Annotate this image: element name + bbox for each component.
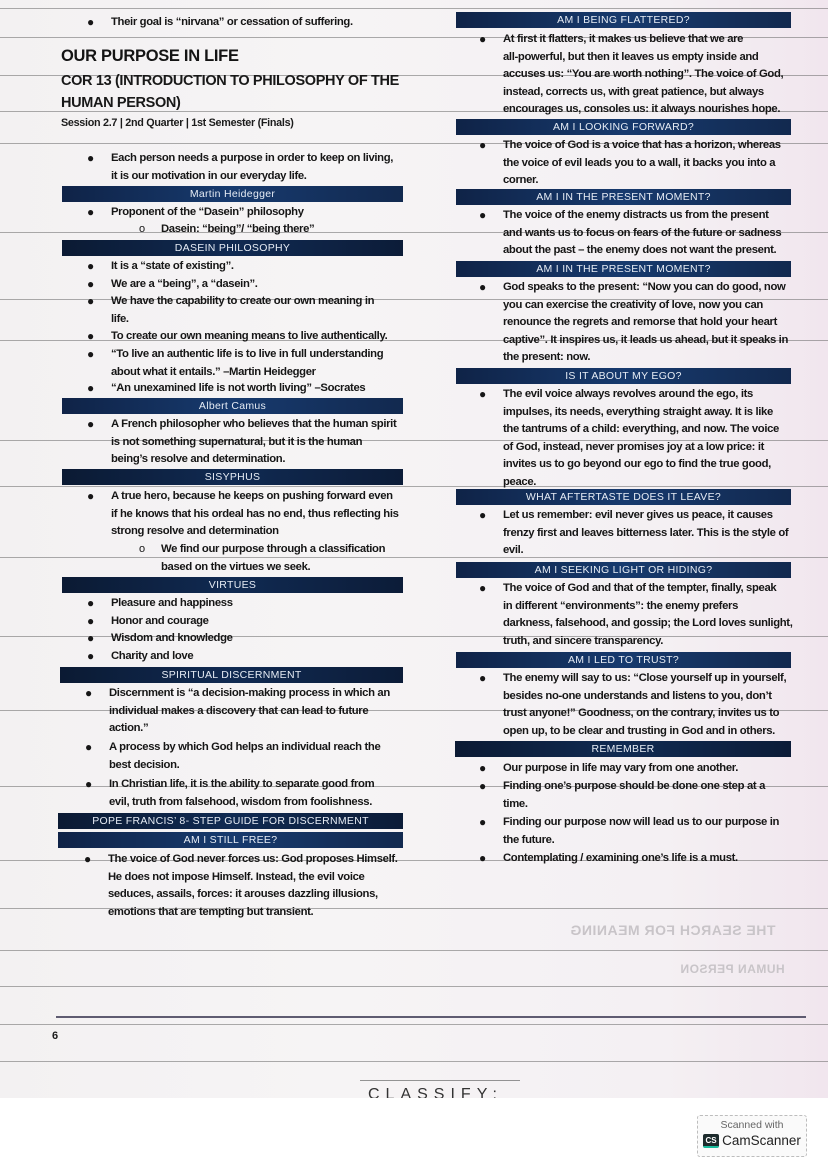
bullet-line: strong resolve and determination [111, 525, 279, 538]
camus-bullet [87, 416, 397, 469]
bullet-text: We are a “being”, a “dasein”. [111, 278, 258, 290]
bullet-line: evil, truth from falsehood, wisdom from foolishness. [109, 795, 372, 808]
bullet-icon: ● [84, 852, 91, 866]
section-header-virtues: VIRTUES [62, 577, 403, 593]
dasein-bullet-3 [87, 293, 375, 328]
bullet-icon: ● [87, 151, 94, 165]
bullet-icon: ● [87, 329, 94, 343]
bullet-line: besides no-one understands and listens to you, don’t [503, 689, 772, 702]
still-free-bullet [84, 851, 398, 921]
bullet-line: The voice of God is a voice that has a horizon, whereas [503, 139, 781, 151]
classify-heading: CLASSIFY: [368, 1086, 503, 1098]
bullet-text: Honor and courage [111, 615, 209, 627]
bullet-icon: ● [479, 851, 486, 865]
bullet-text: It is a “state of existing”. [111, 260, 234, 272]
bullet-line: about what it entails.” –Martin Heidegger [111, 365, 316, 378]
ruled-line [0, 950, 828, 951]
bullet-line: impulses, its needs, everything straight away. It is like [503, 405, 773, 418]
bullet-line: accuses us: “You are worth nothing”. The voice of God, [503, 68, 784, 81]
page-number: 6 [52, 1030, 59, 1042]
aftertaste-bullet [479, 507, 789, 560]
bullet-line: A process by which God helps an individual reach the [109, 741, 381, 753]
bullet-icon: ● [479, 508, 486, 522]
remember-bullet-2 [479, 778, 766, 813]
bullet-icon: ● [479, 208, 486, 222]
bullet-line: emotions that are tempting but transient. [108, 905, 314, 918]
bullet-line: We have the capability to create our own meaning in [111, 295, 375, 307]
bullet-line: He does not impose Himself. Instead, the evil voice [108, 870, 365, 883]
ruled-line [360, 1080, 520, 1081]
section-header-aftertaste: WHAT AFTERTASTE DOES IT LEAVE? [456, 489, 791, 505]
section-header-still-free: AM I STILL FREE? [58, 832, 403, 848]
bullet-icon: ● [87, 15, 94, 29]
course-title-line1: COR 13 (INTRODUCTION TO PHILOSOPHY OF THE [61, 73, 399, 89]
discernment-bullet-3 [85, 776, 375, 811]
section-header-dasein: DASEIN PHILOSOPHY [62, 240, 403, 256]
bullet-line: is not something supernatural, but it is the human [111, 435, 363, 448]
bullet-text: Dasein: “being”/ “being there” [161, 223, 315, 235]
bullet-line: and wants us to focus on fears of the future or sadness [503, 226, 782, 239]
camscanner-watermark [697, 1115, 807, 1157]
bullet-icon: ● [87, 381, 94, 395]
bullet-line: based on the virtues we seek. [161, 560, 311, 573]
heidegger-sub-bullet [139, 221, 315, 239]
bullet-line: The voice of God and that of the tempter, finally, speak [503, 582, 777, 594]
bullet-text: To create our own meaning means to live authentically. [111, 330, 388, 342]
ruled-line [56, 1016, 806, 1018]
bullet-line: if he knows that his ordeal has no end, thus reflecting his [111, 507, 399, 520]
bullet-icon: ● [87, 277, 94, 291]
bullet-line: A true hero, because he keeps on pushing forward even [111, 490, 393, 502]
section-header-forward: AM I LOOKING FORWARD? [456, 119, 791, 135]
flattered-bullet [479, 31, 784, 119]
brand-name: CamScanner [722, 1133, 801, 1148]
page-title: OUR PURPOSE IN LIFE [61, 47, 239, 65]
bullet-text: Proponent of the “Dasein” philosophy [111, 206, 304, 218]
ruled-line [0, 1061, 828, 1062]
bullet-icon: ● [87, 347, 94, 361]
bullet-line: you can exercise the creativity of love, now you can [503, 298, 763, 311]
bullet-text: Contemplating / examining one’s life is a must. [503, 852, 738, 864]
bullet-line: At first it flatters, it makes us believe that we are [503, 33, 744, 45]
bullet-line: individual makes a discovery that can lead to future [109, 704, 369, 717]
ruled-line [0, 1024, 828, 1025]
bullet-icon: ● [479, 815, 486, 829]
bullet-line: best decision. [109, 758, 180, 771]
dasein-bullet-1 [87, 258, 234, 276]
trust-bullet [479, 670, 787, 740]
bullet-line: Finding one’s purpose should be done one step at a [503, 780, 766, 792]
section-header-pope-guide: POPE FRANCIS’ 8- STEP GUIDE FOR DISCERNMENT [58, 813, 403, 829]
bullet-text: Our purpose in life may vary from one another. [503, 762, 739, 774]
bullet-line: Let us remember: evil never gives us peace, it causes [503, 509, 773, 521]
bullet-line: A French philosopher who believes that the human spirit [111, 418, 397, 430]
bullet-line: open up, to be clear and trusting in God and in others. [503, 724, 775, 737]
bullet-icon: ● [85, 777, 92, 791]
watermark-caption: Scanned with [720, 1119, 784, 1131]
bullet-line: of God, instead, never promises joy at a low price: it [503, 440, 765, 453]
section-header-remember: REMEMBER [455, 741, 791, 757]
virtue-item [87, 648, 194, 666]
bullet-line: renounce the regrets and remorse that hold your heart [503, 316, 777, 329]
bullet-icon: ● [479, 779, 486, 793]
bullet-icon: ● [87, 417, 94, 431]
section-header-heidegger: Martin Heidegger [62, 186, 403, 202]
bullet-line: We find our purpose through a classification [161, 543, 386, 555]
dasein-bullet-2 [87, 276, 258, 294]
bullet-line: The voice of God never forces us: God proposes Himself. [108, 853, 398, 865]
bullet-line: Discernment is “a decision-making process in which an [109, 687, 390, 699]
bullet-line: “To live an authentic life is to live in full understanding [111, 348, 384, 360]
bullet-icon: ● [87, 614, 94, 628]
bullet-line: peace. [503, 475, 537, 488]
section-header-flattered: AM I BEING FLATTERED? [456, 12, 791, 28]
bullet-icon: ● [479, 387, 486, 401]
bullet-line: instead, corrects us, with great patience, but always [503, 85, 764, 98]
section-header-sisyphus: SISYPHUS [62, 469, 403, 485]
bullet-line: captive”. It inspires us, it leads us ahead, but it speaks in [503, 333, 789, 346]
bullet-icon: ● [479, 32, 486, 46]
bullet-line: invites us to go beyond our ego to find the true good, [503, 458, 771, 471]
bleed-through-text: HUMAN PERSON [680, 962, 785, 976]
bullet-icon: ● [479, 581, 486, 595]
bullet-icon: ● [87, 259, 94, 273]
bullet-line: evil. [503, 544, 524, 557]
light-bullet [479, 580, 793, 650]
virtue-item [87, 595, 233, 613]
bullet-line: Finding our purpose now will lead us to our purpose in [503, 816, 780, 828]
present-2-bullet [479, 279, 789, 367]
bullet-line: time. [503, 797, 528, 810]
section-header-present-2: AM I IN THE PRESENT MOMENT? [456, 261, 791, 277]
section-header-camus: Albert Camus [62, 398, 403, 414]
virtue-item [87, 630, 233, 648]
purpose-bullet [87, 150, 394, 185]
bullet-icon: ● [87, 205, 94, 219]
bleed-through-text: THE SEARCH FOR MEANING [570, 922, 776, 938]
circle-bullet-icon: o [139, 543, 145, 555]
bullet-line: The enemy will say to us: “Close yourself up in yourself, [503, 672, 787, 684]
bullet-line: God speaks to the present: “Now you can do good, now [503, 281, 786, 293]
bullet-icon: ● [87, 649, 94, 663]
bullet-icon: ● [479, 761, 486, 775]
bullet-line: action.” [109, 722, 149, 735]
section-header-discernment: SPIRITUAL DISCERNMENT [60, 667, 403, 683]
bullet-icon: ● [87, 631, 94, 645]
bullet-line: The voice of the enemy distracts us from the present [503, 209, 769, 221]
bullet-icon: ● [87, 489, 94, 503]
discernment-bullet-2 [85, 739, 381, 774]
bullet-text: Their goal is “nirvana” or cessation of suffering. [111, 16, 353, 28]
bullet-line: life. [111, 312, 129, 325]
bullet-icon: ● [85, 686, 92, 700]
bullet-line: all-powerful, but then it leaves us empty inside and [503, 50, 759, 63]
remember-bullet-1 [479, 760, 739, 778]
bullet-line: trust anyone!” Goodness, on the contrary, invites us to [503, 707, 780, 720]
session-info: Session 2.7 | 2nd Quarter | 1st Semester (Finals) [61, 117, 294, 129]
remember-bullet-3 [479, 814, 780, 849]
bullet-line: being’s resolve and determination. [111, 453, 286, 466]
bullet-line: the voice of evil leads you to a wall, it backs you into a [503, 156, 776, 169]
bullet-line: truth, and sincere transparency. [503, 634, 663, 647]
bullet-line: it is our motivation in our everyday life. [111, 169, 307, 182]
present-1-bullet [479, 207, 782, 260]
heidegger-bullet [87, 204, 304, 222]
section-header-trust: AM I LED TO TRUST? [456, 652, 791, 668]
bullet-line: The evil voice always revolves around the ego, its [503, 388, 753, 400]
bullet-text: Wisdom and knowledge [111, 632, 233, 644]
bullet-icon: ● [479, 280, 486, 294]
ego-bullet [479, 386, 779, 492]
bullet-line: Each person needs a purpose in order to keep on living, [111, 152, 394, 164]
sisyphus-sub-bullet [139, 541, 386, 576]
discernment-bullet-1 [85, 685, 390, 738]
bullet-line: the future. [503, 833, 555, 846]
ruled-line [0, 986, 828, 987]
bullet-text: Pleasure and happiness [111, 597, 233, 609]
remember-bullet-4 [479, 850, 738, 868]
bullet-line: darkness, falsehood, and gossip; the Lord loves sunlight, [503, 617, 793, 630]
bullet-icon: ● [87, 294, 94, 308]
section-header-ego: IS IT ABOUT MY EGO? [456, 368, 791, 384]
dasein-bullet-6 [87, 380, 366, 398]
section-header-present-1: AM I IN THE PRESENT MOMENT? [456, 189, 791, 205]
section-header-light: AM I SEEKING LIGHT OR HIDING? [456, 562, 791, 578]
bullet-text: Charity and love [111, 650, 194, 662]
watermark-brand [698, 1133, 806, 1148]
bullet-line: seduces, assails, forces: it arouses dazzling illusions, [108, 888, 378, 901]
bullet-line: the tantrums of a child: everything, and now. The voice [503, 423, 779, 436]
bullet-line: about the past – the enemy does not want the present. [503, 244, 777, 257]
dasein-bullet-5 [87, 346, 384, 381]
course-title-line2: HUMAN PERSON) [61, 95, 181, 111]
bullet-line: encourages us, consoles us: it always nourishes hope. [503, 103, 781, 116]
bullet-line: frenzy first and leaves bitterness later. This is the style of [503, 526, 789, 539]
bullet-icon: ● [87, 596, 94, 610]
bullet-icon: ● [479, 138, 486, 152]
bullet-line: the present: now. [503, 351, 591, 364]
virtue-item [87, 613, 209, 631]
bullet-icon: ● [479, 671, 486, 685]
ruled-line [0, 8, 828, 9]
bullet-icon: ● [85, 740, 92, 754]
bullet-line: in different “environments”: the enemy prefers [503, 599, 738, 612]
bullet-line: corner. [503, 174, 539, 187]
circle-bullet-icon: o [139, 223, 145, 235]
dasein-bullet-4 [87, 328, 388, 346]
bullet-text: “An unexamined life is not worth living” –Socrates [111, 382, 366, 394]
camscanner-logo-icon: CS [703, 1134, 719, 1148]
intro-bullet [87, 14, 353, 32]
sisyphus-bullet [87, 488, 399, 541]
bullet-line: In Christian life, it is the ability to separate good from [109, 778, 375, 790]
forward-bullet [479, 137, 781, 190]
